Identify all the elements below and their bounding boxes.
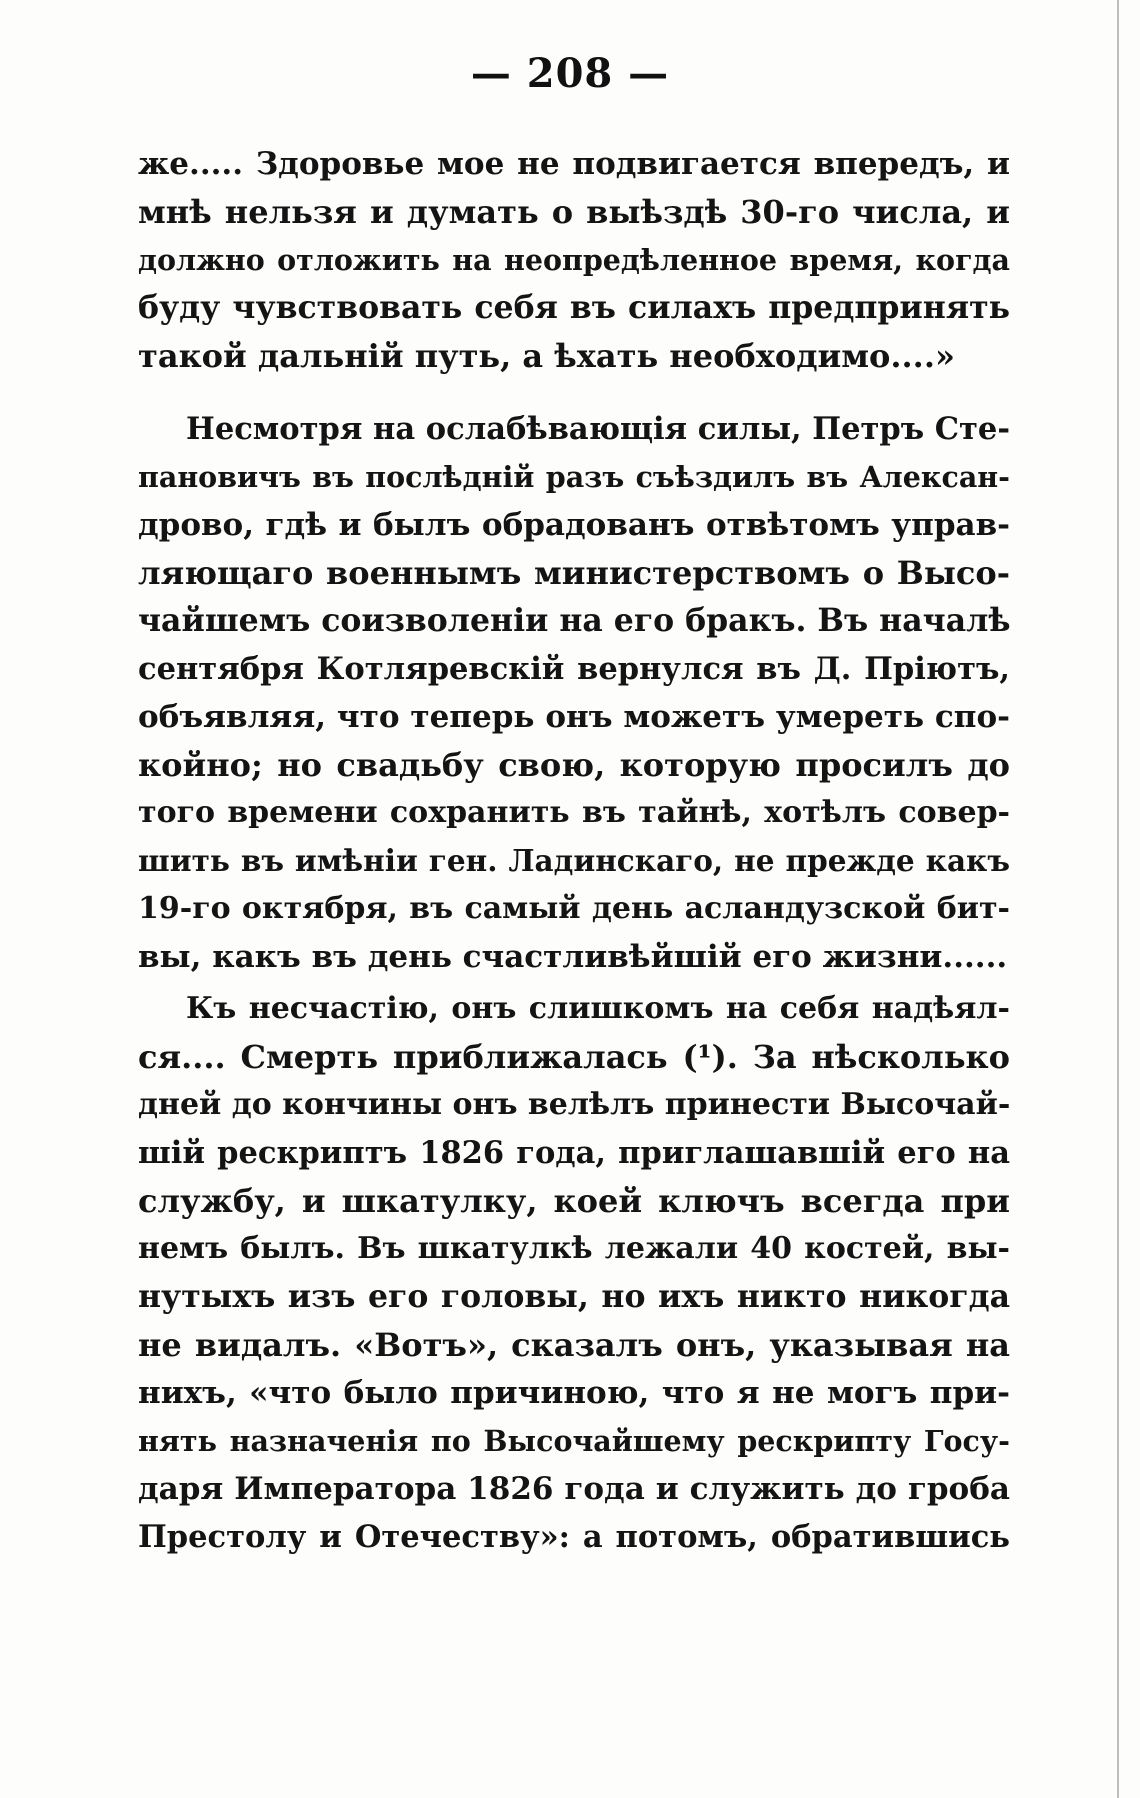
text-line: дней до кончины онъ велѣлъ принести Высочай-: [138, 1087, 1010, 1122]
text-line: не видалъ. «Вотъ», сказалъ онъ, указывая на: [138, 1326, 1010, 1364]
text-line: ся.... Смерть приближалась (¹). За нѣсколько: [138, 1038, 1010, 1076]
text-line: даря Императора 1826 года и служить до гроба: [138, 1471, 1010, 1507]
text-line: же..... Здоровье мое не подвигается впередъ, и: [138, 146, 1010, 182]
text-line: сентября Котляревскій вернулся въ Д. Пріютъ,: [138, 651, 1010, 687]
text-line: мнѣ нельзя и думать о выѣздѣ 30-го числа, и: [138, 193, 1010, 231]
text-line: немъ былъ. Въ шкатулкѣ лежали 40 костей, вы-: [138, 1231, 1010, 1266]
text-line: пановичъ въ послѣдній разъ съѣздилъ въ Алексан-: [138, 460, 1010, 494]
text-line: вы, какъ въ день счастливѣйшій его жизни......: [138, 939, 1008, 975]
text-line: объявляя, что теперь онъ можетъ умереть спо-: [138, 699, 1010, 735]
paragraph-3: [138, 985, 1010, 1561]
text-line: койно; но свадьбу свою, которую просилъ до: [138, 746, 1010, 784]
paragraph-1: [138, 140, 1010, 380]
page-number: — 208 —: [470, 50, 670, 97]
text-line: Къ несчастію, онъ слишкомъ на себя надѣял-: [186, 991, 1010, 1026]
text-line: ляющаго военнымъ министерствомъ о Высо-: [138, 554, 1010, 592]
text-line: нихъ, «что было причиною, что я не могъ при-: [138, 1375, 1010, 1411]
text-line: должно отложить на неопредѣленное время, когда: [138, 243, 1010, 277]
text-line: того времени сохранить въ тайнѣ, хотѣлъ совер-: [138, 795, 1010, 830]
text-line: нять назначенія по Высочайшему рескрипту Госу-: [138, 1424, 1010, 1458]
text-line: шить въ имѣніи ген. Ладинскаго, не прежде какъ: [138, 843, 1010, 878]
text-line: чайшемъ соизволеніи на его бракъ. Въ началѣ: [138, 602, 1010, 639]
text-line: Несмотря на ослабѣвающія силы, Петръ Сте-: [186, 411, 1010, 447]
paragraph-2: [138, 405, 1010, 981]
text-line: нутыхъ изъ его головы, но ихъ никто никогда: [138, 1278, 1010, 1315]
text-line: службу, и шкатулку, коей ключъ всегда при: [138, 1182, 1010, 1220]
text-line: шій рескриптъ 1826 года, приглашавшій его на: [138, 1135, 1010, 1171]
text-line: дрово, гдѣ и былъ обрадованъ отвѣтомъ управ-: [138, 507, 1010, 543]
text-line: Престолу и Отечеству»: а потомъ, обратившись: [138, 1519, 1010, 1555]
text-line: буду чувствовать себя въ силахъ предпринять: [138, 289, 1010, 326]
text-line: такой дальній путь, а ѣхать необходимо....»: [138, 337, 955, 375]
page-edge-line: [1117, 0, 1119, 1798]
text-line: 19-го октября, въ самый день асландузской бит-: [138, 891, 1010, 926]
